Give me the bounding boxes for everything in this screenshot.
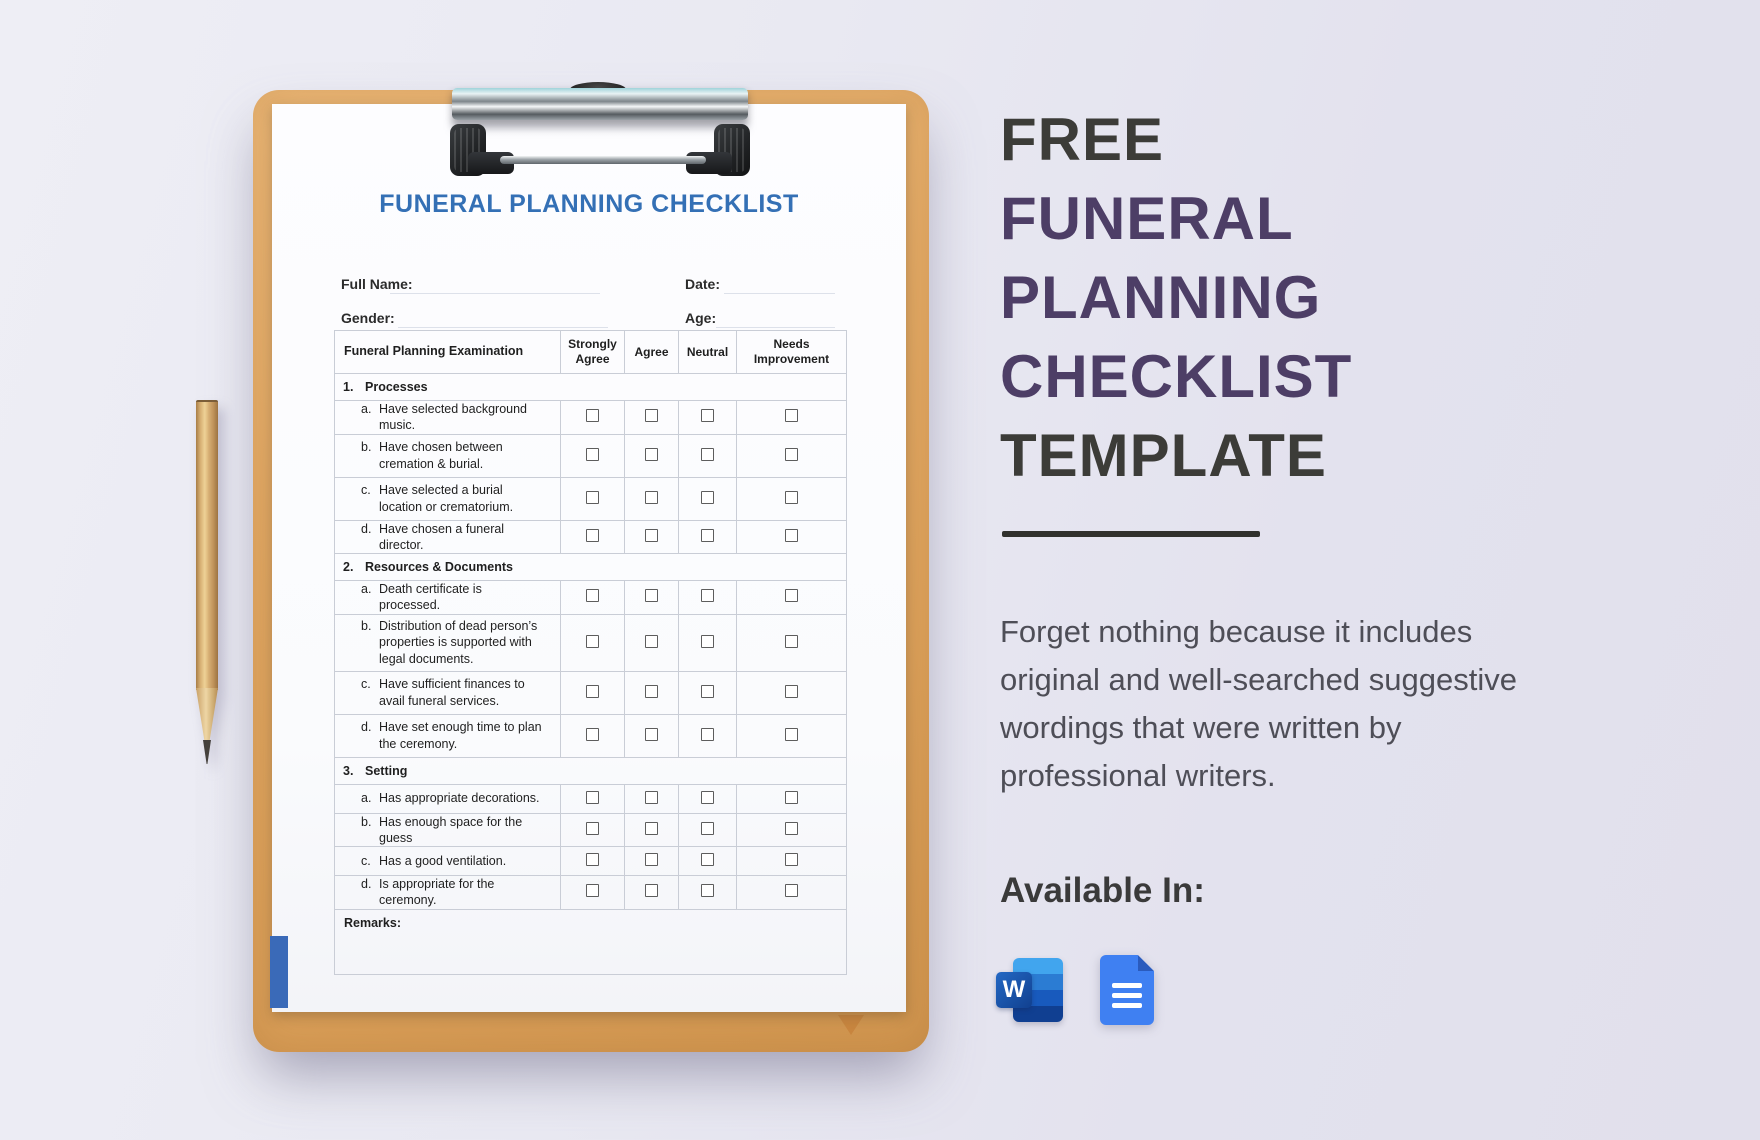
checkbox[interactable]	[645, 822, 658, 835]
checkbox[interactable]	[785, 491, 798, 504]
col-header-agree: Agree	[625, 331, 679, 374]
table-header-row	[335, 331, 847, 374]
checkbox[interactable]	[586, 685, 599, 698]
section-number: 2.	[343, 560, 354, 574]
checkbox[interactable]	[586, 728, 599, 741]
field-label-full-name: Full Name:	[341, 276, 413, 292]
field-line-gender[interactable]	[398, 327, 608, 328]
item-row	[335, 401, 847, 435]
checkbox[interactable]	[645, 685, 658, 698]
section-title: Processes	[365, 380, 428, 394]
col-header-needs-improvement: Needs Improvement	[737, 331, 847, 374]
item-row	[335, 847, 847, 876]
doc-title: FUNERAL PLANNING CHECKLIST	[379, 190, 799, 218]
checkbox[interactable]	[785, 409, 798, 422]
item-text: Has a good ventilation.	[379, 853, 507, 868]
field-line-age[interactable]	[716, 327, 835, 328]
checkbox[interactable]	[701, 589, 714, 602]
clip-wire	[500, 156, 706, 164]
item-letter: a.	[361, 582, 372, 596]
checkbox[interactable]	[785, 791, 798, 804]
section-row-resources	[335, 554, 847, 581]
item-text: Have sufficient finances to avail funeral services.	[379, 677, 525, 708]
item-text: Have chosen between cremation & burial.	[379, 440, 503, 471]
section-title: Resources & Documents	[365, 560, 513, 574]
promo-heading-line-checklist: CHECKLIST	[1000, 343, 1353, 410]
checkbox[interactable]	[701, 409, 714, 422]
item-text: Have selected background music.	[379, 402, 528, 433]
checkbox[interactable]	[586, 822, 599, 835]
field-line-date[interactable]	[724, 293, 835, 294]
google-docs-icon[interactable]	[1100, 955, 1154, 1025]
checklist-table	[334, 330, 847, 975]
checkbox[interactable]	[645, 791, 658, 804]
checkbox[interactable]	[645, 589, 658, 602]
checkbox[interactable]	[701, 529, 714, 542]
item-letter: d.	[361, 877, 372, 891]
item-row	[335, 784, 847, 813]
checkbox[interactable]	[701, 448, 714, 461]
promo-heading-line-free: FREE	[1000, 106, 1165, 173]
checkbox[interactable]	[701, 685, 714, 698]
watermark-triangle-icon	[838, 1015, 864, 1035]
col-header-strongly-agree: Strongly Agree	[561, 331, 625, 374]
item-letter: d.	[361, 521, 372, 536]
col-header-examination: Funeral Planning Examination	[335, 331, 561, 374]
checkbox[interactable]	[645, 529, 658, 542]
col-header-neutral: Neutral	[679, 331, 737, 374]
checkbox[interactable]	[586, 448, 599, 461]
checkbox[interactable]	[701, 491, 714, 504]
clip-bar	[452, 88, 748, 120]
item-row	[335, 477, 847, 520]
item-text: Have set enough time to plan the ceremony.	[379, 720, 542, 751]
checkbox[interactable]	[645, 491, 658, 504]
pencil	[196, 400, 218, 765]
checkbox[interactable]	[785, 884, 798, 897]
item-letter: a.	[361, 402, 372, 416]
item-text: Distribution of dead person’s properties is supported with legal documents.	[379, 619, 538, 666]
clip-shadow	[452, 120, 748, 130]
item-row	[335, 581, 847, 615]
checkbox[interactable]	[586, 491, 599, 504]
checkbox[interactable]	[645, 448, 658, 461]
section-row-processes	[335, 374, 847, 401]
checkbox[interactable]	[586, 589, 599, 602]
gdocs-text-line	[1112, 983, 1142, 988]
pencil-tip	[196, 688, 218, 746]
item-letter: b.	[361, 440, 372, 455]
checkbox[interactable]	[586, 791, 599, 804]
section-number: 3.	[343, 763, 354, 778]
item-letter: d.	[361, 720, 372, 735]
checkbox[interactable]	[645, 635, 658, 648]
checkbox[interactable]	[645, 728, 658, 741]
checkbox[interactable]	[701, 884, 714, 897]
item-letter: b.	[361, 814, 372, 829]
checkbox[interactable]	[586, 635, 599, 648]
checkbox[interactable]	[701, 853, 714, 866]
checkbox[interactable]	[785, 448, 798, 461]
item-text: Has enough space for the guess	[379, 814, 523, 845]
checkbox[interactable]	[586, 884, 599, 897]
field-label-date: Date:	[685, 276, 721, 292]
field-line-full-name[interactable]	[390, 293, 600, 294]
section-row-setting	[335, 757, 847, 784]
remarks-row	[335, 909, 847, 974]
promo-heading-line-funeral: FUNERAL	[1000, 185, 1294, 252]
field-label-age: Age:	[685, 310, 717, 326]
promo-heading	[1000, 100, 1352, 495]
gdocs-text-line	[1112, 1003, 1142, 1008]
checkbox[interactable]	[785, 853, 798, 866]
item-row	[335, 876, 847, 910]
field-label-gender: Gender:	[341, 310, 395, 326]
checkbox[interactable]	[701, 822, 714, 835]
available-in-label: Available In:	[1000, 871, 1205, 910]
item-row	[335, 614, 847, 671]
microsoft-word-icon[interactable]	[996, 956, 1066, 1024]
promo-heading-line-planning: PLANNING	[1000, 264, 1322, 331]
word-letter-badge: W	[996, 972, 1032, 1008]
checkbox[interactable]	[701, 728, 714, 741]
item-letter: b.	[361, 619, 372, 634]
section-number: 1.	[343, 380, 354, 394]
checkbox[interactable]	[785, 728, 798, 741]
blue-bookmark-tab	[270, 936, 288, 1008]
item-text: Has appropriate decorations.	[379, 791, 540, 806]
item-letter: c.	[361, 483, 371, 498]
checkbox[interactable]	[701, 635, 714, 648]
pencil-lead	[203, 740, 211, 764]
checkbox[interactable]	[645, 409, 658, 422]
checkbox[interactable]	[586, 529, 599, 542]
checkbox[interactable]	[701, 791, 714, 804]
checkbox[interactable]	[586, 853, 599, 866]
item-row	[335, 434, 847, 477]
checkbox[interactable]	[645, 884, 658, 897]
item-text: Is appropriate for the ceremony.	[379, 877, 495, 908]
item-text: Have selected a burial location or crematorium.	[379, 483, 514, 514]
checkbox[interactable]	[785, 685, 798, 698]
checkbox[interactable]	[785, 529, 798, 542]
item-row	[335, 671, 847, 714]
promo-heading-line-template: TEMPLATE	[1000, 422, 1327, 489]
checkbox[interactable]	[586, 409, 599, 422]
item-row	[335, 520, 847, 554]
promo-description: Forget nothing because it includes original and well-searched suggestive wordings that were written by professional writers.	[1000, 614, 1517, 793]
heading-underline	[1002, 531, 1260, 537]
pencil-body	[196, 400, 218, 690]
section-title: Setting	[365, 763, 408, 778]
item-row	[335, 813, 847, 847]
checkbox[interactable]	[785, 635, 798, 648]
item-row	[335, 714, 847, 757]
remarks-label: Remarks:	[344, 915, 401, 930]
item-text: Death certificate is processed.	[379, 582, 482, 613]
checkbox[interactable]	[645, 853, 658, 866]
checkbox[interactable]	[785, 589, 798, 602]
item-letter: c.	[361, 677, 371, 692]
item-text: Have chosen a funeral director.	[379, 521, 505, 552]
item-letter: a.	[361, 791, 372, 806]
gdocs-text-line	[1112, 993, 1142, 998]
item-letter: c.	[361, 853, 371, 868]
checkbox[interactable]	[785, 822, 798, 835]
